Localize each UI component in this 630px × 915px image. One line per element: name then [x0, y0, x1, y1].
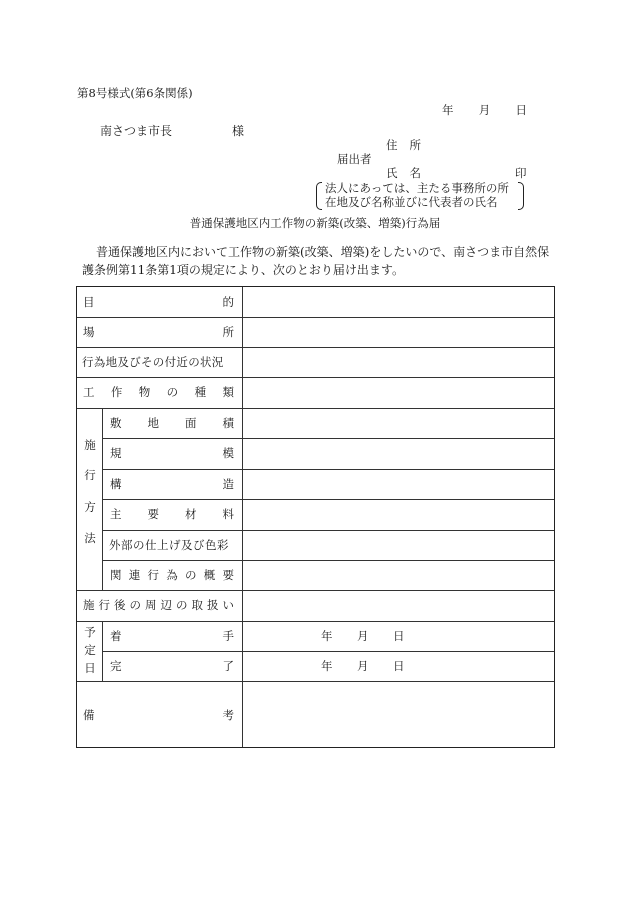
date-day-unit: 日 — [515, 103, 527, 117]
label-purpose: 目 的 — [83, 295, 234, 309]
label-location: 場 所 — [83, 325, 234, 339]
seal-mark: 印 — [515, 166, 527, 180]
value-location[interactable] — [243, 318, 554, 347]
date-year-unit: 年 — [442, 103, 454, 117]
value-purpose[interactable] — [243, 287, 554, 317]
right-bracket — [518, 182, 524, 210]
date-month-unit: 月 — [478, 103, 491, 117]
notification-table — [76, 286, 555, 748]
corporate-note — [316, 182, 524, 210]
value-site-area[interactable] — [243, 409, 554, 438]
group-label-schedule-2: 定 — [84, 643, 96, 657]
completion-date-day-unit: 日 — [393, 659, 405, 673]
start-date-year-unit: 年 — [321, 629, 333, 643]
group-label-method-2: 行 — [84, 468, 96, 482]
label-start: 着 手 — [110, 629, 234, 643]
submission-date-line — [442, 105, 527, 117]
corporate-note-line1: 法人にあっては、主たる事務所の所 — [325, 181, 509, 195]
addressee: 南さつま市長 — [100, 124, 173, 138]
group-label-schedule-1: 予 — [84, 625, 96, 639]
group-label-method-4: 法 — [84, 531, 96, 545]
form-title: 普通保護地区内工作物の新築(改築、増築)行為届 — [189, 216, 441, 230]
label-site-area: 敷 地 面 積 — [110, 416, 234, 430]
row-divider — [103, 651, 554, 652]
addressee-honorific: 様 — [232, 124, 245, 138]
label-main-materials: 主 要 材 料 — [110, 507, 234, 521]
applicant-label: 届出者 — [337, 152, 372, 166]
value-scale[interactable] — [243, 439, 554, 469]
value-exterior-finish[interactable] — [243, 531, 554, 560]
label-exterior-finish: 外部の仕上げ及び色彩 — [109, 538, 229, 552]
label-post-treatment: 施 行 後 の 周 辺 の 取 扱 い — [83, 598, 234, 612]
value-structure-type[interactable] — [243, 378, 554, 408]
start-date-day-unit: 日 — [393, 629, 405, 643]
label-structure-type: 工 作 物 の 種 類 — [83, 385, 234, 399]
applicant-address-label: 住 所 — [386, 138, 421, 152]
column-divider — [102, 408, 103, 590]
value-site-status[interactable] — [243, 348, 554, 377]
group-label-method-3: 方 — [84, 500, 96, 514]
label-site-status: 行為地及びその付近の状況 — [82, 355, 224, 369]
label-related-acts: 関 連 行 為 の 概 要 — [110, 568, 234, 582]
column-divider — [102, 621, 103, 681]
label-scale: 規 模 — [110, 446, 234, 460]
group-label-method-1: 施 — [84, 438, 96, 452]
row-divider — [77, 621, 554, 622]
value-structure[interactable] — [243, 470, 554, 499]
left-bracket — [316, 182, 322, 210]
value-main-materials[interactable] — [243, 500, 554, 530]
label-remarks: 備 考 — [83, 708, 234, 722]
start-date-month-unit: 月 — [357, 629, 369, 643]
value-post-treatment[interactable] — [243, 591, 554, 621]
label-structure: 構 造 — [110, 477, 234, 491]
value-related-acts[interactable] — [243, 561, 554, 590]
group-label-schedule-3: 日 — [84, 661, 96, 675]
applicant-name-label: 氏 名 — [386, 166, 421, 180]
body-text-line2: 護条例第11条第1項の規定により、次のとおり届け出ます。 — [82, 263, 404, 277]
completion-date-month-unit: 月 — [357, 659, 369, 673]
value-remarks[interactable] — [243, 682, 554, 747]
form-number: 第8号様式(第6条関係) — [77, 86, 193, 100]
corporate-note-line2: 在地及び名称並びに代表者の氏名 — [325, 195, 498, 209]
label-completion: 完 了 — [110, 659, 234, 673]
completion-date-year-unit: 年 — [321, 659, 333, 673]
body-text-line1: 普通保護地区内において工作物の新築(改築、増築)をしたいので、南さつま市自然保 — [96, 245, 550, 259]
